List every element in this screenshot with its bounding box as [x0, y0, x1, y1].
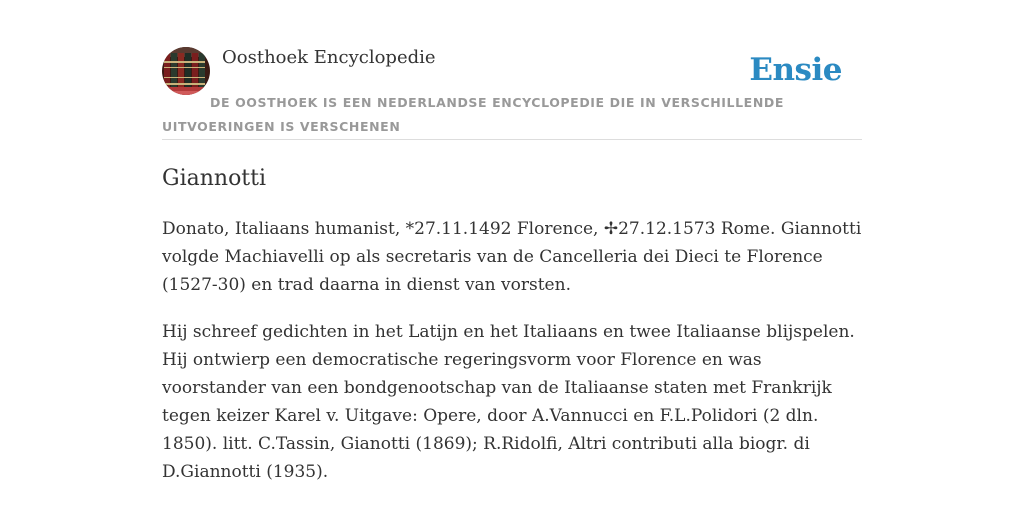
- source-title[interactable]: Oosthoek Encyclopedie: [222, 47, 436, 68]
- encyclopedia-books-icon[interactable]: [162, 47, 210, 95]
- ensie-logo[interactable]: Ensie: [749, 52, 842, 88]
- article-paragraph: Donato, Italiaans humanist, *27.11.1492 Florence, ✢27.12.1573 Rome. Giannotti volgde Machiavelli op als secretaris van de Cancelleria dei Dieci te Florence (1527-30) en trad daarna in dienst van vorsten.: [162, 219, 862, 295]
- source-description: DE OOSTHOEK IS EEN NEDERLANDSE ENCYCLOPEDIE DIE IN VERSCHILLENDE UITVOERINGEN IS VERSCHENEN: [162, 95, 784, 134]
- article-paragraph: Hij schreef gedichten in het Latijn en het Italiaans en twee Italiaanse blijspelen. Hij ontwierp een democratische regeringsvorm voor Florence en was voorstander van een bondgenootschap van de Italiaanse staten met Frankrijk tegen keizer Karel v. Uitgave: Opere, door A.Vannucci en F.L.Polidori (2 dln. 1850). litt. C.Tassin, Gianotti (1869); R.Ridolfi, Altri contributi alla biogr. di D.Giannotti (1935).: [162, 322, 855, 482]
- article: [162, 163, 864, 486]
- article-title: Giannotti: [162, 166, 267, 191]
- header-divider: [162, 139, 862, 140]
